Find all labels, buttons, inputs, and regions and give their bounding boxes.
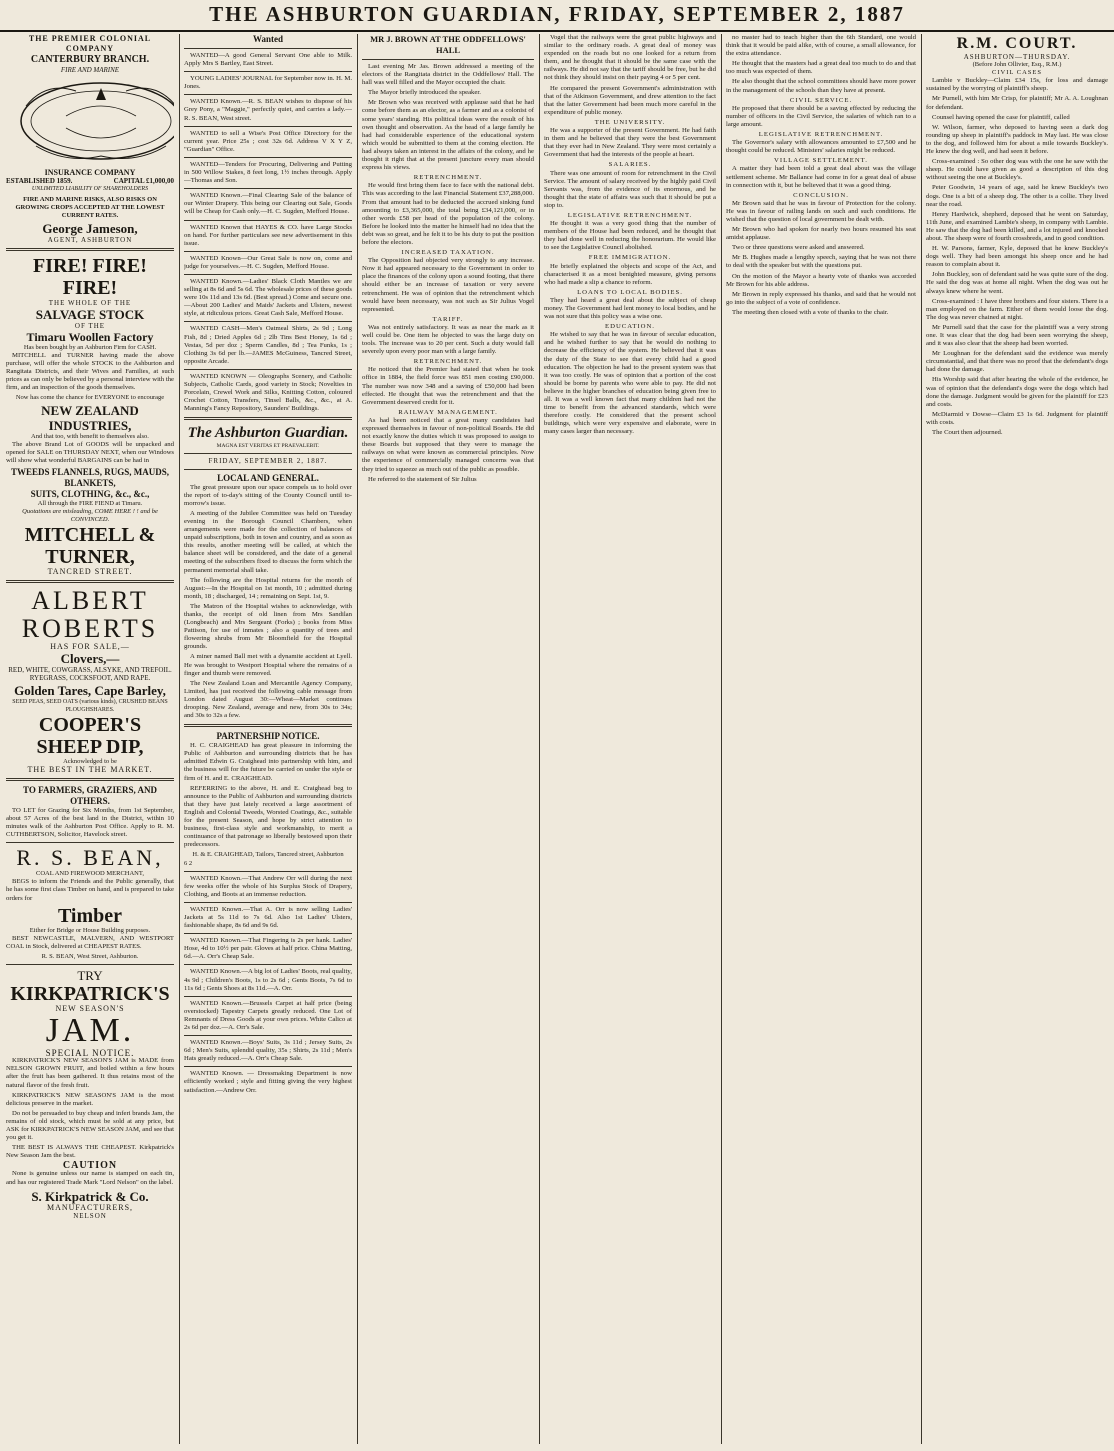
bean-text: BEGS to inform the Friends and the Public generally, that he has some first class Timber on hand, and is prepared to take orders for (6, 878, 174, 902)
bean-trade: COAL AND FIREWOOD MERCHANT, (36, 870, 144, 878)
wanted-ad: WANTED—Tenders for Procuring, Delivering and Putting in 500 Willow Stakes, 8 feet long, 1½ inches through. Apply—Thomas and Son. (184, 160, 352, 185)
wanted-ad: WANTED Known—Our Great Sale is now on, come and judge for yourselves.—H. C. Sugden, Mefford House. (184, 254, 352, 270)
article-paragraph: Last evening Mr Jas. Brown addressed a meeting of the electors of the Rangitata district in the Oddfellows' Hall. The hall was well filled and the Mayor occupied the chair. (362, 63, 534, 87)
best-in-market: THE BEST IN THE MARKET. (27, 764, 153, 774)
column-rule (921, 34, 922, 1444)
craighead-signature: H. & E. CRAIGHEAD, Tailors, Tancred street, Ashburton (192, 851, 344, 859)
liability-note: UNLIMITED LIABILITY OF SHAREHOLDERS (31, 186, 149, 193)
insurance-emblem-icon (6, 76, 174, 166)
column-rule (179, 34, 180, 1444)
paper-name: The Ashburton Guardian. (187, 425, 349, 442)
try-label: TRY (77, 968, 103, 984)
court-subheading: ASHBURTON—THURSDAY. (963, 53, 1071, 61)
court-paragraph: W. Wilson, farmer, who deposed to having seen a dark dog rounding up sheep in plaintiff's paddock in May last. He was close to the dog, and followed him for about a mile towards Buckley's. He knew the dog well, and had seen it before. (926, 123, 1108, 156)
article-paragraph: The Opposition had objected very strongly to any increase. Now it had appeared necessary to the Government in order to place the finances of the colony upon a sound footing, that there should either be an increase of taxation or very severe retrenchment. He was of opinion that the retrenchment which would have been necessary, was not such as Sir Julius Vogel represented. (362, 257, 534, 313)
partnership-heading: PARTNERSHIP NOTICE. (216, 731, 320, 742)
through-note: All through the FIRE FIEND at Timaru. (37, 499, 143, 507)
section-heading: RETRENCHMENT. (413, 174, 483, 182)
orr-ad: WANTED Known.—That Fingering is 2s per hank. Ladies' Hose, 4d to 10½ per pair. Gloves at half price. China Matting, 6d.—A. Orr's Cheap Sale. (184, 937, 352, 961)
article-paragraph: Two or three questions were asked and answered. (732, 244, 865, 252)
wanted-ad: WANTED Known.—Final Clearing Sale of the balance of our Winter Drapery. This being our Clearing out Sale, Goods will be Cheap for Cash only.—H. C. Sugden, Mefford House. (184, 192, 352, 216)
whole-of: THE WHOLE OF THE (48, 298, 132, 307)
article-paragraph: He thought it was a very good thing that the number of members of the House had been reduced, and he thought that they had done well in reducing the honorarium. He would like to see the Legislative Council abolished. (544, 220, 716, 252)
article-paragraph: They had heard a great deal about the subject of cheap money. The Government had lent money to local bodies, and he was not sure that this policy was a wise one. (544, 296, 716, 321)
albert-roberts: ALBERT ROBERTS (21, 586, 159, 644)
capital-label: CAPITAL £1,000,00 (113, 177, 174, 186)
article-paragraph: Mr Brown who had spoken for nearly two hours resumed his seat amidst applause. (726, 226, 916, 242)
column-6 (926, 34, 1108, 1444)
suits-line: SUITS, CLOTHING, &c., &c., (30, 488, 150, 499)
column-4 (544, 34, 716, 1444)
local-paragraph: The New Zealand Loan and Mercantile Agency Company, Limited, has just received the following cable message from London dated August 30:—Wheat—Market continues drooping. New Zealand, average and new, from 30s to 34s; and 30s to 32s a few. (184, 679, 352, 720)
quotations-note: Quotations are misleading, COME HERE ! ! and be CONVINCED. (22, 507, 158, 524)
risks-text: FIRE AND MARINE RISKS, ALSO RISKS ON GROWING CROPS ACCEPTED AT THE LOWEST CURRENT RATES. (15, 196, 165, 220)
court-paragraph: John Buckley, son of defendant said he was quite sure of the dog. He said the dog was at home all night. When the dog was out he always knew where he went. (926, 271, 1108, 295)
salvage-stock: SALVAGE STOCK (35, 306, 145, 322)
wanted-ad: WANTED KNOWN — Oleographs Scenery, and Catholic Subjects, Catholic Cards, good variety in Stock; Novelties in Porcelain, Crewel Work and Silks, Knitting Cotton, coloured Crochet Cotton, Transfers, Tinsel Balls, &c., &c., at A. Manning's Fancy Repository, Saunders' Buildings. (184, 372, 352, 413)
orr-ad: WANTED Known.—Boys' Suits, 3s 11d ; Jersey Suits, 2s 6d ; Men's Suits, splendid quality, 35s ; Shirts, 2s 11d ; Men's Hats greatly reduced.—A. Orr's Cheap Sale. (184, 1039, 352, 1063)
court-paragraph: Mr Purnell said that the case for the plaintiff was a very strong one. It was clear that the dog had been seen worrying the sheep, and it was also clear that the sheep had been worried. (926, 323, 1108, 348)
bean-signature: R. S. BEAN, West Street, Ashburton. (41, 952, 139, 960)
court-paragraph: Mr Loughnan for the defendant said the evidence was merely circumstantial, and that there was no proof that the defendant's dogs had done the damage. (926, 350, 1108, 374)
article-paragraph: There was one amount of room for retrenchment in the Civil Service. The amount of salary received by the highly paid Civil Servants was, from the evidence of its enormous, and he thought that the state of affairs was such that it should be put a stop to. (544, 169, 716, 209)
chance-note: Now has come the chance for EVERYONE to encourage (15, 394, 165, 402)
seed-peas: SEED PEAS, SEED OATS (various kinds), CRUSHED BEANS PLOUGHSHARES. (12, 698, 168, 713)
section-heading: SALARIES. (608, 161, 652, 169)
court-paragraph: McDiarmid v Dowse—Claim £3 1s 6d. Judgment for plaintiff with costs. (926, 410, 1108, 426)
section-heading: CIVIL SERVICE. (789, 96, 853, 104)
local-paragraph: The following are the Hospital returns for the month of August:—In the Hospital on 1st month, 10 ; admitted during month, 18 ; discharged, 14 ; remaining on Sept. 1st, 9. (184, 576, 352, 600)
orr-ad: WANTED Known.—That A. Orr is now selling Ladies' Jackets at 5s 11d to 7s 6d. Also 1st Ladies' Ulsters, fashionable shape, 8s 6d and 9s 6d. (184, 905, 352, 930)
coopers-dip: COOPER'S SHEEP DIP, (36, 713, 144, 758)
article-paragraph: He thought that the masters had a great deal too much to do and that too much was expected of them. (726, 60, 916, 76)
masthead (0, 0, 1114, 32)
local-paragraph: A miner named Ball met with a dynamite accident at Lyell. He was brought to Westport Hospital where the remains of a finger and thumb were removed. (184, 653, 352, 677)
court-paragraph: H. W. Parsons, farmer, Kyle, deposed that he knew Buckley's dogs well. They had been amongst his sheep once and he had reason to complain about it. (926, 245, 1108, 269)
local-paragraph: The great pressure upon our space compels us to hold over the report of to-day's sitting of the County Council until to-morrow's issue. (184, 483, 352, 507)
local-paragraph: A meeting of the Jubilee Committee was held on Tuesday evening in the Borough Council Chambers, when arrangements were made for the collection of balances of unpaid subscriptions, both in town and country, and as soon as this results, another meeting will be called, at which the balance sheet will be considered, and the date of a general meeting of the subscribers fixed to discuss the form which the permanent memorial shall take. (184, 509, 352, 574)
section-heading: LEGISLATIVE RETRENCHMENT. (567, 211, 693, 219)
court-paragraph: Mr Purnell, with him Mr Crisp, for plaintiff; Mr A. A. Loughnan for defendant. (926, 95, 1108, 111)
section-heading: INCREASED TAXATION. (401, 249, 495, 257)
of-the: OF THE (74, 321, 106, 330)
court-paragraph: Cross-examined : So other dog was with the one he saw with the sheep. He could have given as good a description of this dog without seeing the one at Buckley's. (926, 158, 1108, 182)
article-paragraph: He would first bring them face to face with the national debt. This was according to the last Financial Statement £37,288,000. From that amount had to be deducted the accrued sinking fund amounting to £3,365,000, the total being £34,121,000, or in other words £58 per head of the population of the colony. Before he looked into the matter he himself had no idea that the debt was so great, and he felt it to be his duty to put the position before the electors. (362, 182, 534, 246)
section-heading: CONCLUSION. (793, 191, 849, 199)
jam-title: JAM. (45, 1012, 135, 1050)
article-paragraph: Vogel that the railways were the great public highways and similar to the ordinary roads. A great deal of money was expended on the roads but no one looked for a return from them, and he thought that it should be the same case with the railways. He did not say that the tariff should be free, but he did not think they should insist on their paying 4 or 5 per cent. (544, 34, 716, 82)
article-paragraph: He wished to say that he was in favour of secular education, and he wished further to say that he would do nothing to decrease the efficiency of the system. He believed that it was the duty of the State to see that every child had a good education. The objection he had to the present system was that it was too costly. He was of opinion that a portion of the cost should be borne by parents who were able to pay. He did not believe in the higher branches of education being given free to all. It was a well known fact that many children had not the time to benefit from the advanced standards, which were therefore costly. He considered that the present school buildings, which were very expensive and elaborate, were in many cases larger than necessary. (544, 331, 716, 436)
column-rule (357, 34, 358, 1444)
column-rule (721, 34, 722, 1444)
purchase-note: Has been bought by an Ashburton Firm for CASH. (23, 343, 157, 351)
section-heading: RETRENCHMENT. (413, 358, 483, 366)
section-heading: RAILWAY MANAGEMENT. (398, 408, 498, 416)
dont-text: Do not be persuaded to buy cheap and inferi brands Jam, the remains of old stock, which must be sold at any price, but ASK for KIRKPATRICK'S NEW SEASON JAM, and see that you get it. (6, 1109, 174, 1142)
kirkpatrick-co: S. Kirkpatrick & Co. (31, 1188, 149, 1204)
coal-text: BEST NEWCASTLE, MALVERN, AND WESTPORT COAL in Stock, delivered at CHEAPEST RATES. (6, 934, 174, 950)
fire-marine-label: FIRE AND MARINE (60, 66, 120, 74)
hall-heading: MR J. BROWN AT THE ODDFELLOWS' HALL (370, 34, 526, 55)
article-paragraph: no master had to teach higher than the 6th Standard, one would think that it would be paid alike, with of course, a small allowance, for the extra attendance. (726, 34, 916, 58)
article-paragraph: He briefly explained the objects and scope of the Act, and characterised it as a most benighted measure, giving persons who had made a slip a chance to reform. (544, 262, 716, 286)
article-paragraph: The Mayor briefly introduced the speaker. (368, 89, 481, 97)
orr-ad: WANTED Known.—A big lot of Ladies' Boots, real quality, 4s 9d ; Children's Boots, 1s to 2s 6d ; Gents Boots, 7s 6d to 11s 6d ; Gents Shoes at 8s 11d.—A. Orr. (184, 968, 352, 992)
ryegrass: RYEGRASS, COCKSFOOT, AND RAPE. (29, 674, 151, 683)
above-brand-paragraph: The above Brand Lot of GOODS will be unpacked and opened for SALE on THURSDAY NEXT, when our Windows will show what wonderful BARGAINS can be had in (6, 440, 174, 464)
wanted-ad: WANTED CASH—Men's Oatmeal Shirts, 2s 9d ; Long Fish, 8d ; Dried Apples 6d ; 2lb Tins Best Honey, 1s 6d ; Vestas, 5d per doz ; Sperm Candles, 8d ; Tea Funks, 1s ; Clothing 3s 6d per lb.—JAMES McGuiness, Tancred Street, opposite Arcade. (184, 325, 352, 365)
wanted-ad: WANTED to sell a Wise's Post Office Directory for the current year. Price 25s ; cost 32s 6d. Address V X Y Z, "Guardian" Office. (184, 129, 352, 153)
branch-title: CANTERBURY BRANCH. (30, 54, 150, 65)
best-jam-text: KIRKPATRICK'S NEW SEASON'S JAM is the most delicious preserve in the market. (6, 1091, 174, 1107)
article-paragraph: A matter they had been told a great deal about was the village settlement scheme. Mr Ballance had come in for a great deal of abuse in connection with it, but he believed that it was a good thing. (726, 165, 916, 189)
orr-ad: WANTED Known.—That Andrew Orr will during the next few weeks offer the whole of his Surplus Stock of Drapery, Clothing, and Boots at an immense reduction. (184, 874, 352, 898)
special-notice: SPECIAL NOTICE. (45, 1048, 135, 1059)
article-paragraph: Mr Brown said that he was in favour of Protection for the colony. He was in favour of railing lands on such and such conditions. He wished that the question of local government be dealt with. (726, 199, 916, 223)
masthead-title: THE ASHBURTON GUARDIAN, FRIDAY, SEPTEMBER 2, 1887 (209, 2, 905, 26)
column-rule (539, 34, 540, 1444)
partnership-text: H. C. CRAIGHEAD has great pleasure in informing the Public of Ashburton and surrounding districts that he has admitted Edwin G. Craighead into partnership with him, and the business will for the future be carried on under the style or firm of H. and E. CRAIGHEAD. (184, 742, 352, 782)
clover-kinds: RED, WHITE, COWGRASS, ALSYKE, AND TREFOIL. (8, 666, 172, 675)
article-paragraph: He referred to the statement of Sir Julius (368, 475, 477, 483)
company-header: THE PREMIER COLONIAL COMPANY (28, 34, 152, 53)
ref-number: 6 2 (184, 859, 193, 867)
paper-date: FRIDAY, SEPTEMBER 2, 1887. (208, 457, 328, 466)
caution-heading: CAUTION (62, 1160, 118, 1172)
bean-name: R. S. BEAN, (16, 845, 164, 871)
wanted-ad: WANTED Known that HAYES & CO. have Large Stocks on hand. For further particulars see new advertisement in this issue. (184, 223, 352, 247)
new-season: NEW SEASON'S (55, 1004, 125, 1014)
farmers-heading: TO FARMERS, GRAZIERS, AND OTHERS. (23, 784, 157, 806)
timaru-factory: Timaru Woollen Factory (26, 329, 154, 344)
timber-heading: Timber (57, 904, 123, 927)
clovers: Clovers,— (60, 651, 120, 667)
article-paragraph: He compared the present Government's administration with that of the Atkinson Government, and drew attention to the fact that the latter Government had been much more careful in the expenditure of public money. (544, 84, 716, 116)
nelson: NELSON (73, 1211, 107, 1220)
court-bench: (Before John Ollivier, Esq., R.M.) (972, 61, 1062, 69)
court-paragraph: Peter Goodwin, 14 years of age, said he knew Buckley's two dogs. One is a bit of a sheep dog. The other is a collie. They lived near the road. (926, 184, 1108, 208)
rm-court-heading: R.M. COURT. (956, 35, 1078, 52)
article-paragraph: Was not entirely satisfactory. It was as near the mark as it well could be. One item he objected to was the large duty on tools. The increase was to 20 per cent. Such a duty would fall severely upon every poor man with a large family. (362, 323, 534, 356)
article-paragraph: He was a supporter of the present Government. He had faith in them and he believed that they were the best Government that they ever had in New Zealand. They were most certainly a Government that had the interests of the people at heart. (544, 127, 716, 159)
section-heading: THE UNIVERSITY. (594, 118, 666, 126)
local-general-heading: LOCAL AND GENERAL. (217, 472, 319, 483)
farmers-text: TO LET for Grazing for Six Months, from 1st September, about 57 Acres of the best land in the District, within 10 minutes walk of the Ashburton Post Office. Apply to R. M. CUTHBERTSON, Solicitor, Havelock street. (6, 806, 174, 839)
article-paragraph: Mr Brown in reply expressed his thanks, and said that he would not go into the subject of a vote of confidence. (726, 290, 916, 306)
section-heading: VILLAGE SETTLEMENT. (774, 157, 868, 165)
paper-motto: MAGNA EST VERITAS ET PRAEVALEBIT. (216, 443, 320, 450)
special-text: KIRKPATRICK'S NEW SEASON'S JAM is MADE from NELSON GROWN FRUIT, and boiled within a few hours after the fruit has been gathered. It thus retains most of the natural flavor of the fresh fruit. (6, 1057, 174, 1089)
wanted-ad: WANTED Known.—R. S. BEAN wishes to dispose of his Grey Pony, a "Maggie," perfectly quiet, and carries a lady.—R. S. BEAN, West street. (184, 98, 352, 122)
established-label: ESTABLISHED 1859. (6, 177, 73, 186)
column-2 (184, 34, 352, 1444)
agent-name: George Jameson, (42, 220, 138, 236)
court-paragraph: The Court then adjourned. (932, 429, 1003, 437)
court-paragraph: Henry Hardwick, shepherd, deposed that he went on Saturday, 11th June, and examined Lambie's sheep, in company with Lambie. He saw that the dog had been killed, and a lot injured and knocked about. The sheep were of fourth crossbreds, and in good condition. (926, 210, 1108, 242)
article-paragraph: On the motion of the Mayor a hearty vote of thanks was accorded Mr Brown for his able address. (726, 272, 916, 288)
section-heading: EDUCATION. (605, 323, 655, 331)
wanted-ad: WANTED Known.—Ladies' Black Cloth Mantles we are selling at 8s 6d and 5s 6d. The wholesale prices of these goods were 10s 11d and 13s 6d. (Best spread.) Come and secure one.—About 200 Ladies' and Maids' Jackets and Ulsters, newest style, at ridiculous prices. Great Cash Sale, Mefford House. (184, 277, 352, 318)
wanted-heading: Wanted (252, 34, 283, 44)
article-paragraph: Mr Brown who was received with applause said that he had come before them as an elector, as a farmer and as a colonist of some years' standing. His political ideas were the result of his own thought and observation. As the head of a large family he had had considerable experience of the educational system which would be submitted to them at the coming election. He had always taken an interest in the affairs of the colony, and he thought it right that at the present juncture every man should express his views. (362, 99, 534, 172)
article-paragraph: He noticed that the Premier had stated that when he took office in 1884, the field force was 851 men costing £90,000. The number was now 348 and a saving of £50,000 had been effected. He thought that was the retrenchment and that the Government deserved credit for it. (362, 366, 534, 406)
caution-text: None is genuine unless our name is stamped on each tin, and has our registered Trade Mark "Lord Nelson" on the label. (6, 1170, 174, 1186)
referring-text: REFERRING to the above, H. and E. Craighead beg to announce to the Public of Ashburton and surrounding districts that they have just lately received a large assortment of English and Colonial Tweeds, Worsted Coatings, &c., suitable for the present Season, and hope by strict attention to business, first-class style and workmanship, to merit a continuance of that patronage so liberally bestowed upon their predecessors. (184, 784, 352, 849)
article-paragraph: He also thought that the school committees should have more power in the management of the schools than they have at present. (726, 78, 916, 94)
nz-industries: NEW ZEALAND INDUSTRIES, (41, 402, 139, 433)
wanted-ad: YOUNG LADIES' JOURNAL for September now in. H. M. Jones. (184, 75, 352, 91)
section-heading: TARIFF. (432, 315, 464, 323)
column-5 (726, 34, 916, 1444)
section-heading: FREE IMMIGRATION. (588, 254, 672, 262)
manufacturers: MANUFACTURERS, (46, 1202, 134, 1212)
court-paragraph: Counsel having opened the case for plaintiff, called (932, 113, 1070, 121)
mitchell-turner: MITCHELL & TURNER, (24, 524, 156, 569)
has-for-sale: HAS FOR SALE,— (50, 642, 130, 652)
article-paragraph: As had been noticed that a great many candidates had expressed themselves in favour of non-political Boards. He did not exactly know the duties which it was proposed to assign to these Boards but supposed that they were to manage the railways on what were known as commercial principles. Now the experience of commercially managed concerns was that they tried to squeeze as much out of the public as possible. (362, 416, 534, 473)
kirkpatrick-title: KIRKPATRICK'S (10, 983, 170, 1006)
orr-ad: WANTED Known. — Dressmaking Department is now efficiently worked ; style and fitting giving the very highest satisfaction.—Andrew Orr. (184, 1070, 352, 1094)
article-paragraph: Mr B. Hughes made a lengthy speech, saying that he was not there to deal with the speaker but with the questions put. (726, 254, 916, 270)
court-paragraph: Lambie v Buckley—Claim £34 15s, for loss and damage sustained by the worrying of plaintiff's sheep. (926, 77, 1108, 93)
tweeds-line: TWEEDS FLANNELS, RUGS, MAUDS, BLANKETS, (10, 466, 170, 488)
court-paragraph: Cross-examined : I have three brothers and four sisters. There is a man employed on the farm. Either of them would loose the dog. The dog was never chained at night. (926, 297, 1108, 321)
section-heading: LOANS TO LOCAL BODIES. (577, 288, 683, 296)
acknowledged: Acknowledged to be (63, 757, 117, 765)
article-paragraph: He proposed that there should be a saving effected by reducing the number of officers in the Civil Service, the salaries of which ran to a large amount. (726, 104, 916, 128)
article-paragraph: The Governor's salary with allowances amounted to £7,500 and he thought could be reduced. Ministers' salaries might be reduced. (726, 139, 916, 155)
court-paragraph: His Worship said that after hearing the whole of the evidence, he was of opinion that the defendant's dogs were the dogs which had done the damage. Judgment would be given for the plaintiff for £23 and costs. (926, 376, 1108, 408)
mitchell-paragraph: MITCHELL and TURNER having made the above purchase, will offer the whole STOCK to the Ashburton and Rangitata Districts, and their Wives and Families, at such prices as can only be believed by a personal interview with the firm, and an inspection of the goods themselves. (6, 351, 174, 392)
local-paragraph: The Matron of the Hospital wishes to acknowledge, with thanks, the receipt of old linen from Mrs Sandilan (Longbeach) and Mrs Sergeant (Forks) ; books from Miss Pattison, for use of inmates ; also a quantity of trees and flowering shrubs from Mr Bloomfield for the Hospital grounds. (184, 602, 352, 651)
benefit-note: And that too, with benefit to themselves also. (31, 432, 149, 440)
column-3 (362, 34, 534, 1444)
orr-ad: WANTED Known.—Brussels Carpet at half price (being overstocked) Tapestry Carpets greatly reduced. One Lot of Remnants of Dress Goods at your own prices. White Calico at 2s 6d per doz.—A. Orr's Sale. (184, 999, 352, 1031)
section-heading: LEGISLATIVE RETRENCHMENT. (758, 131, 884, 139)
wanted-ad: WANTED—A good General Servant One able to Milk. Apply Mrs S Bartley, East Street. (184, 52, 352, 68)
emblem-words: INSURANCE COMPANY (44, 168, 136, 178)
article-paragraph: The meeting then closed with a vote of thanks to the chair. (732, 308, 889, 316)
column-1 (6, 34, 174, 1444)
agent-place: AGENT, ASHBURTON (47, 235, 133, 244)
tancred-street: TANCRED STREET. (47, 567, 133, 577)
timber-text: Either for Bridge or House Building purposes. (29, 926, 151, 934)
civil-cases: CIVIL CASES (992, 69, 1042, 77)
golden-tares: Golden Tares, Cape Barley, (14, 682, 166, 698)
cheapest-text: THE BEST IS ALWAYS THE CHEAPEST. Kirkpatrick's New Season Jam the best. (6, 1144, 174, 1160)
fire-headline: FIRE! FIRE! FIRE! (33, 254, 147, 299)
